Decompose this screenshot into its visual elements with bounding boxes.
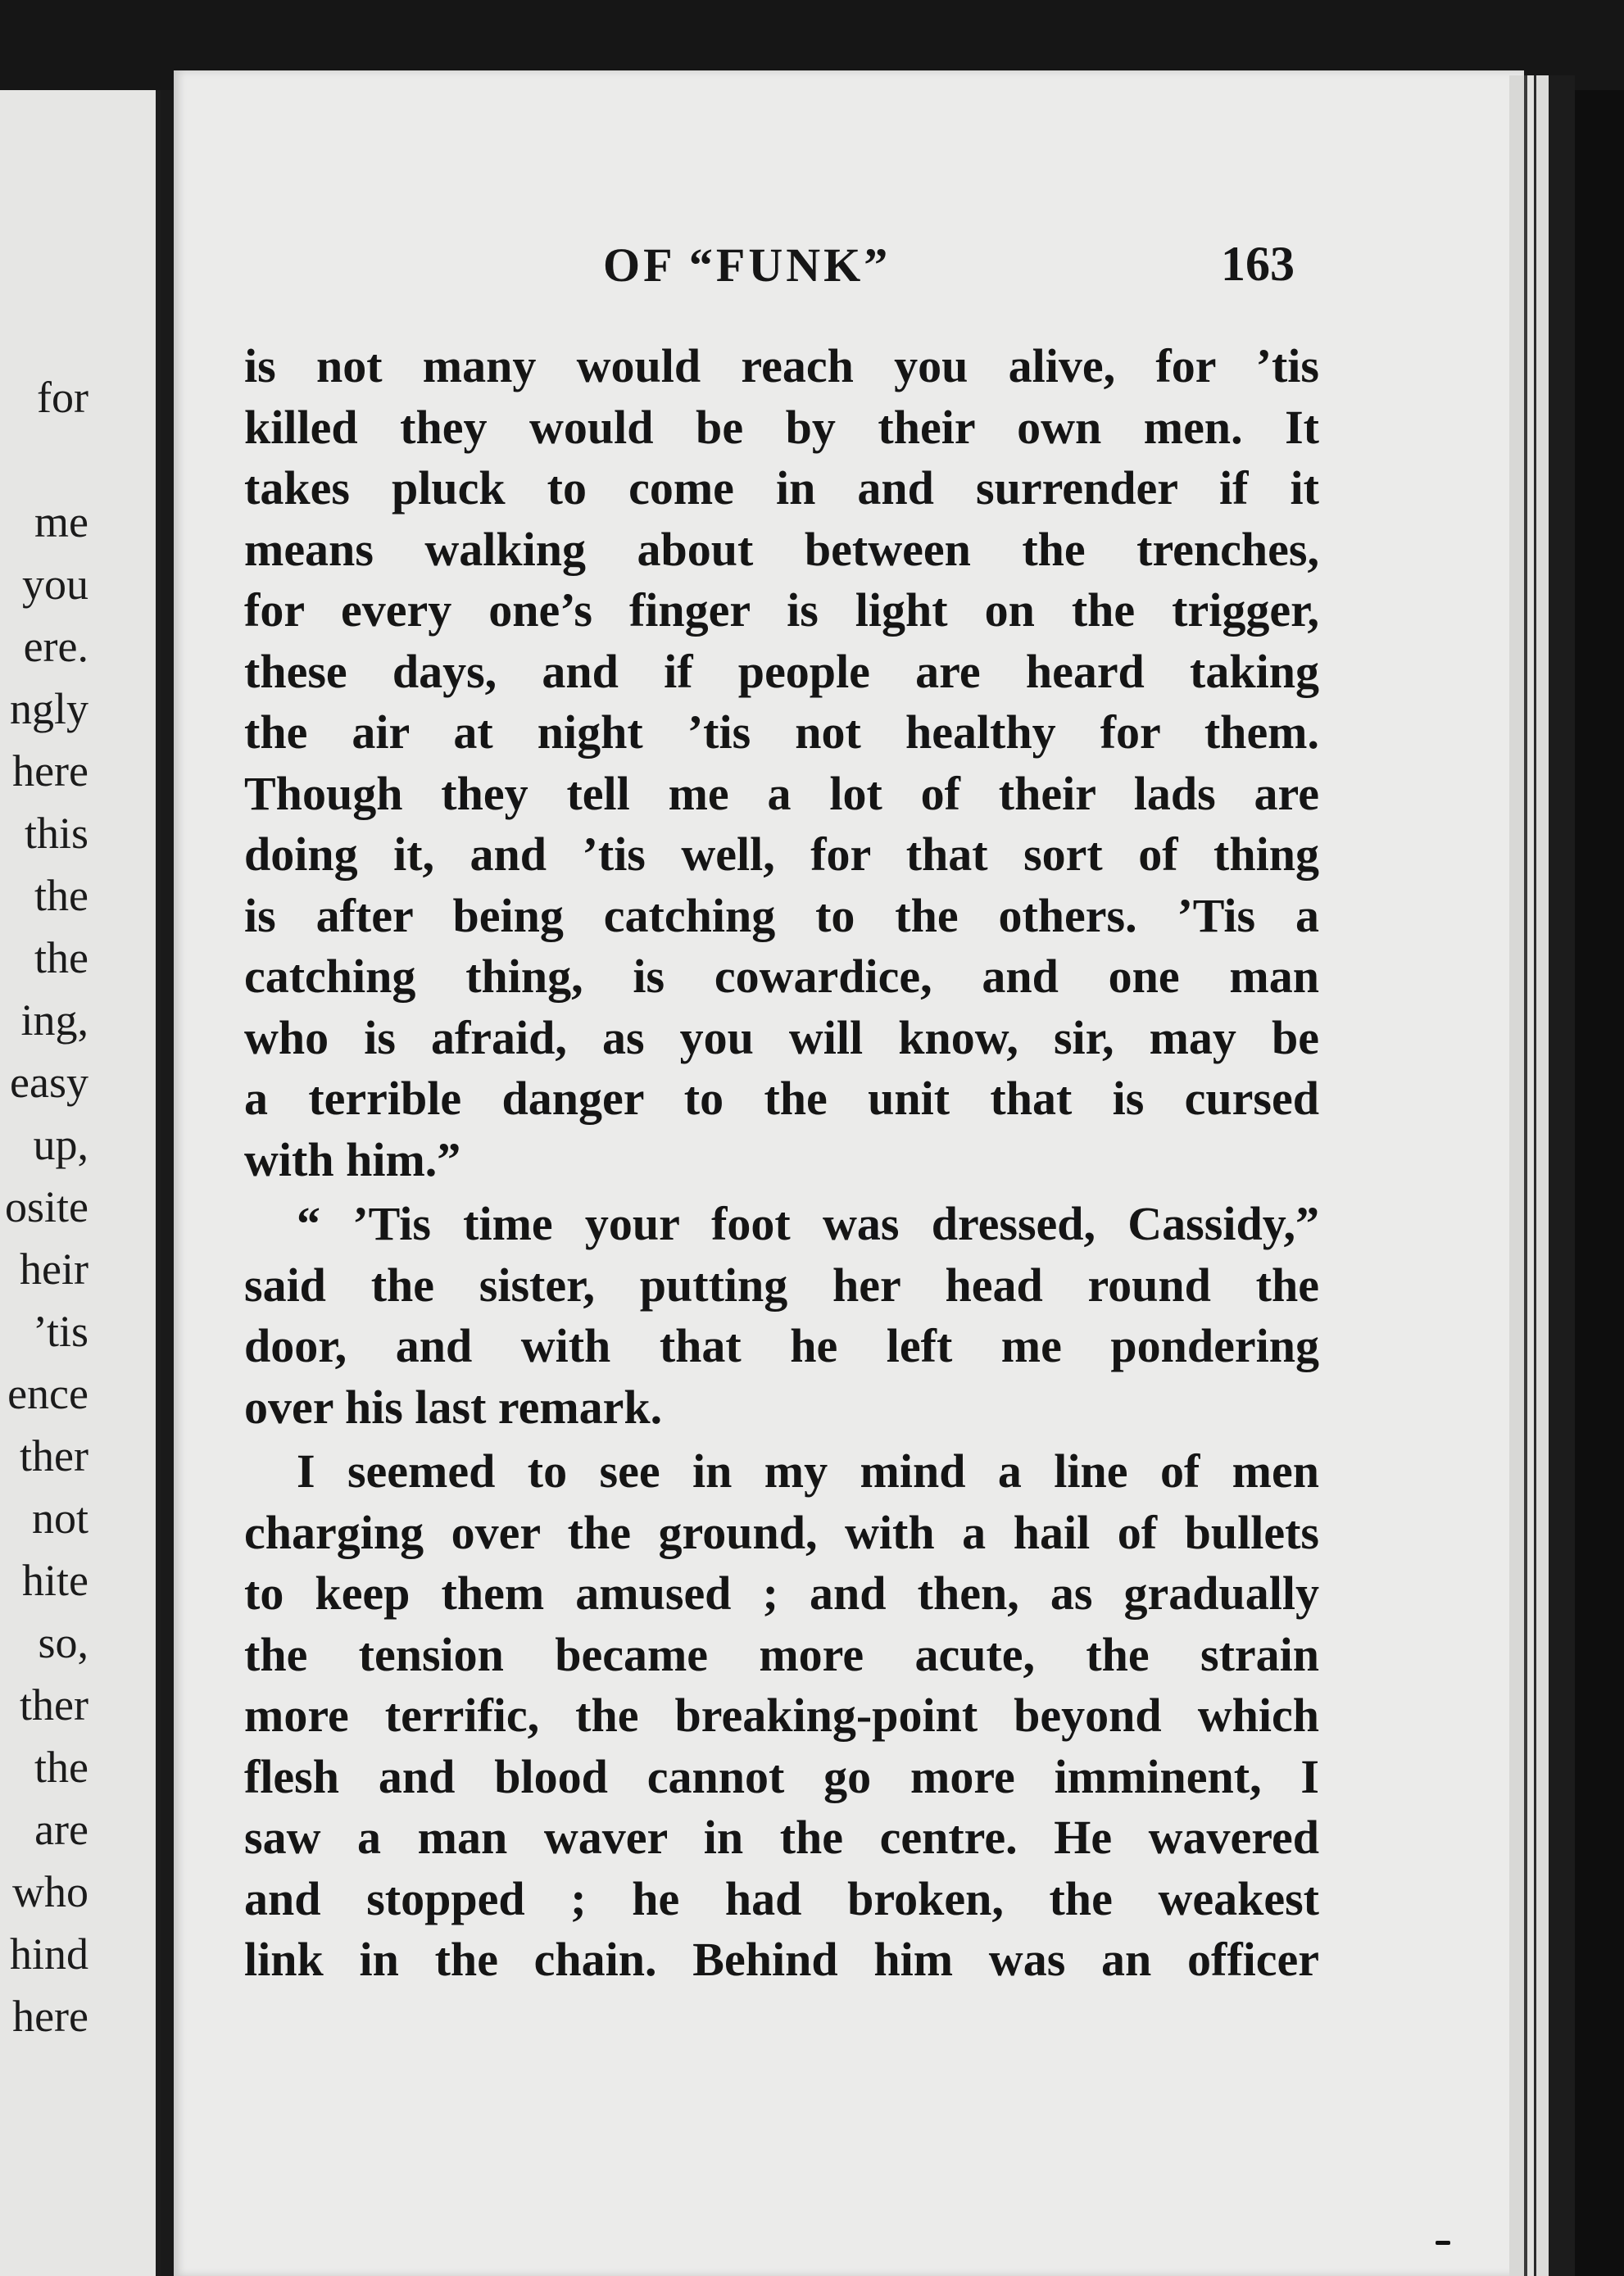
left-page-fragment: ngly — [9, 684, 88, 733]
left-page-fragment: are — [34, 1805, 88, 1854]
text-line: is not many would reach you alive, for ’tis — [244, 339, 1319, 392]
left-page-fragment: so, — [38, 1618, 88, 1667]
page-stack-edge — [1509, 75, 1575, 2276]
text-line: over his last remark. — [244, 1380, 663, 1434]
text-line: the air at night ’tis not healthy for them. — [244, 705, 1319, 759]
text-line: and stopped ; he had broken, the weakest — [244, 1871, 1319, 1925]
left-page-fragment: me — [34, 497, 88, 546]
left-page-fragment: easy — [10, 1058, 88, 1107]
left-page-fragment: who — [12, 1867, 88, 1916]
left-page-fragment: you — [22, 560, 88, 609]
left-page-fragment: here — [12, 1992, 88, 2041]
text-line: takes pluck to come in and surrender if it — [244, 461, 1319, 515]
left-page-fragment: heir — [20, 1245, 88, 1294]
left-page-fragment: for — [37, 373, 88, 422]
left-page-fragment: the — [34, 1743, 88, 1792]
text-line: link in the chain. Behind him was an officer — [244, 1933, 1319, 1986]
text-line: saw a man waver in the centre. He wavered — [244, 1811, 1319, 1864]
left-page-fragment: hite — [22, 1556, 88, 1605]
text-line: I seemed to see in my mind a line of men — [297, 1444, 1319, 1498]
left-page-edge — [0, 90, 161, 2276]
text-line: “ ’Tis time your foot was dressed, Cassidy,” — [297, 1197, 1319, 1250]
text-line: killed they would be by their own men. It — [244, 400, 1319, 454]
text-line: flesh and blood cannot go more imminent, I — [244, 1749, 1319, 1803]
left-page-fragment: osite — [5, 1182, 88, 1231]
text-line: means walking about between the trenches, — [244, 522, 1319, 576]
left-page-fragment: ence — [7, 1369, 88, 1418]
scan-speck — [1436, 2241, 1450, 2245]
text-line: the tension became more acute, the strain — [244, 1627, 1319, 1681]
text-line: said the sister, putting her head round the — [244, 1258, 1319, 1312]
text-line: with him.” — [244, 1132, 461, 1186]
left-page-fragment: not — [31, 1494, 88, 1543]
text-line: more terrific, the breaking-point beyond which — [244, 1689, 1319, 1742]
left-page-fragment: ere. — [23, 622, 88, 671]
left-page-fragment: ther — [20, 1680, 88, 1730]
text-line: Though they tell me a lot of their lads are — [244, 766, 1319, 820]
running-head: OF “FUNK” — [603, 238, 891, 292]
page-number: 163 — [1221, 237, 1295, 291]
left-page-fragment: this — [24, 809, 88, 858]
text-line: to keep them amused ; and then, as gradually — [244, 1566, 1319, 1620]
left-page-fragment: the — [34, 933, 88, 982]
text-line: catching thing, is cowardice, and one man — [244, 950, 1319, 1003]
left-page-fragment: ther — [20, 1431, 88, 1480]
left-page-fragment: ing, — [20, 995, 88, 1045]
left-page-fragment: up, — [33, 1120, 88, 1169]
text-line: door, and with that he left me pondering — [244, 1319, 1319, 1372]
left-page-fragment: hind — [9, 1929, 88, 1979]
text-line: who is afraid, as you will know, sir, may be — [244, 1010, 1319, 1064]
text-line: is after being catching to the others. ’Tis a — [244, 888, 1319, 942]
text-line: doing it, and ’tis well, for that sort of thing — [244, 827, 1319, 881]
left-page-fragment: ’tis — [32, 1307, 88, 1356]
text-line: these days, and if people are heard taking — [244, 644, 1319, 698]
body-text — [244, 336, 1319, 1991]
text-line: a terrible danger to the unit that is cursed — [244, 1072, 1319, 1125]
left-page-fragment: the — [34, 871, 88, 920]
left-page-fragment: here — [12, 746, 88, 796]
text-line: for every one’s finger is light on the trigger, — [244, 583, 1319, 637]
text-line: charging over the ground, with a hail of bullets — [244, 1505, 1319, 1559]
